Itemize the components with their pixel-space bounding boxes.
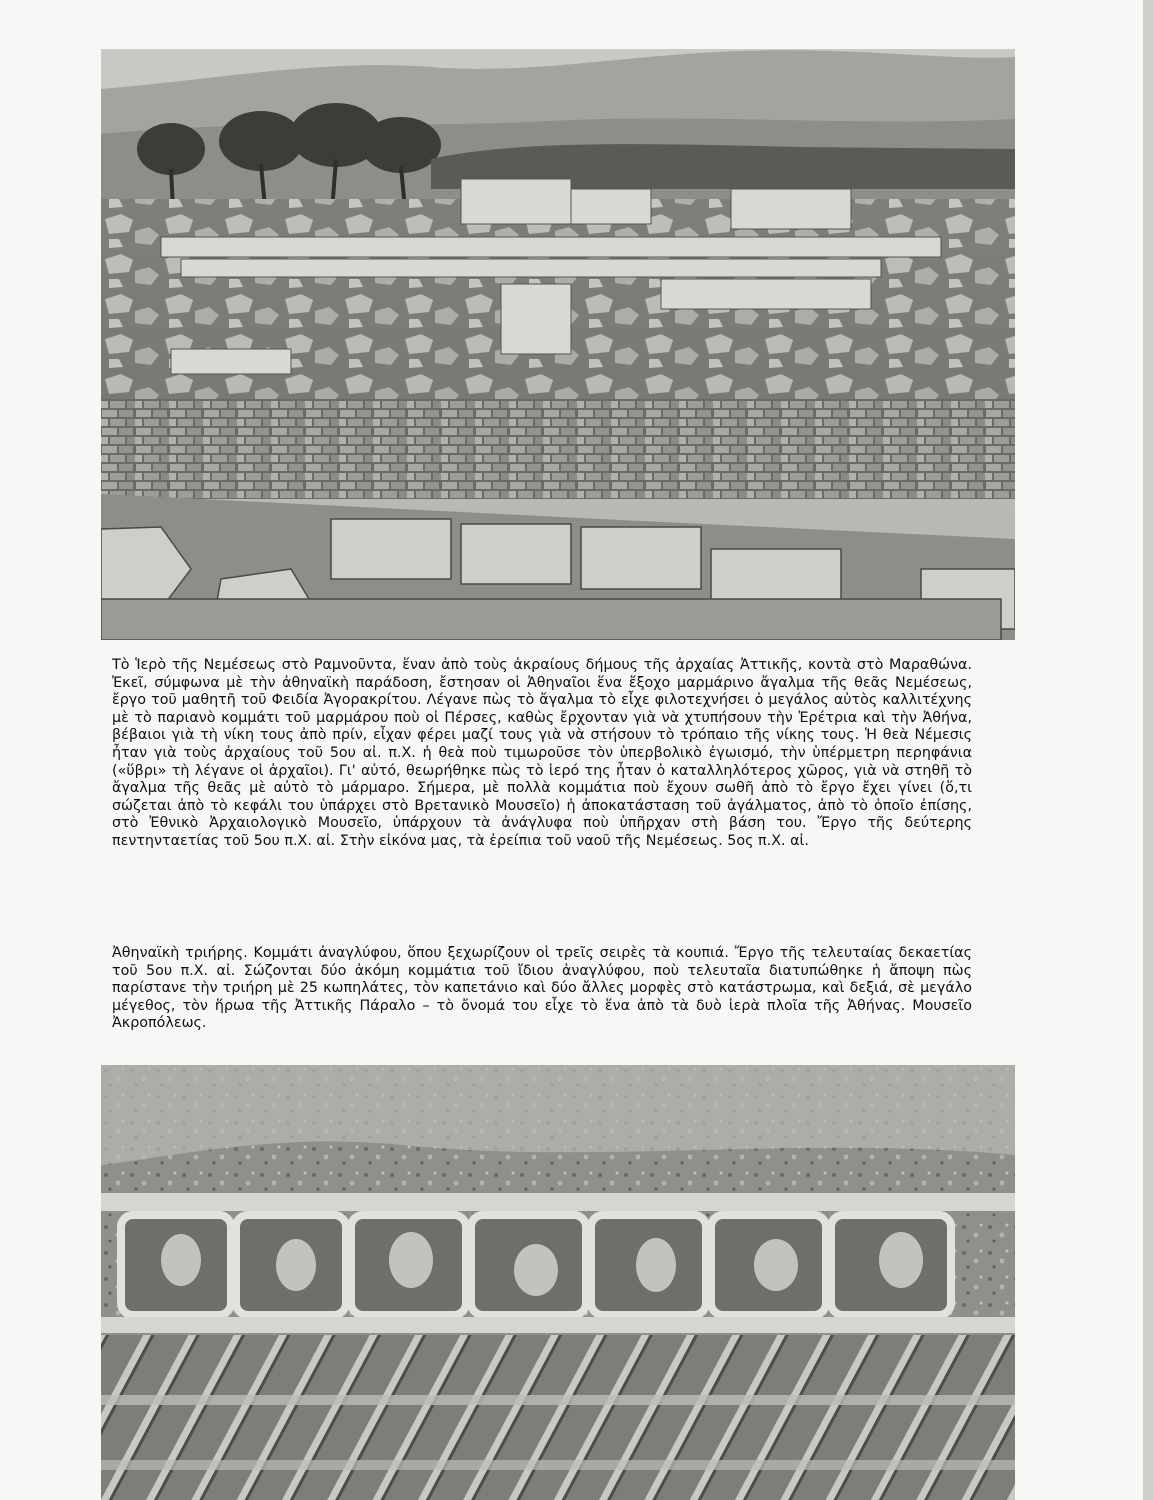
nemesis-ruins-image bbox=[101, 49, 1015, 640]
nemesis-sanctuary-caption: Τὸ Ἱερὸ τῆς Νεμέσεως στὸ Ραμνοῦντα, ἕναν ἀπὸ τοὺς ἀκραίους δήμους τῆς ἀρχαίας Ἀττικῆς, κοντὰ στὸ Μαραθώνα. Ἐκεῖ, σύμφωνα μὲ τὴν ἀθηναϊκὴ παράδοση, ἔστησαν οἱ Ἀθηναῖοι ἕνα ἔξοχο μαρμάρινο ἄγαλμα τῆς θεᾶς Νεμέσεως, ἔργο τοῦ μαθητῆ τοῦ Φειδία Ἀγορακρίτου. Λέγανε πὼς τὸ ἄγαλμα τὸ εἶχε φιλοτεχνήσει ὁ μεγάλος αὐτὸς καλλιτέχνης μὲ τὸ παριανὸ κομμάτι τοῦ μαρμάρου ποὺ οἱ Πέρσες, καθὼς ἔρχονταν γιὰ νὰ χτυπήσουν τὴν Ἐρέτρια καὶ τὴν Ἀθήνα, βέβαιοι γιὰ τὴ νίκη τους ἀπὸ πρίν, εἶχαν φέρει μαζί τους γιὰ νὰ στήσουν τὸ τρόπαιο τῆς νίκης τους. Ἡ θεὰ Νέμεσις ἦταν γιὰ τοὺς ἀρχαίους τοῦ 5ου αἰ. π.Χ. ἡ θεὰ ποὺ τιμωροῦσε τὸν ὑπερβολικὸ ἐγωισμό, τὴν ὑπέρμετρη περηφάνια («ὕβρι» τὴ λέγανε οἱ ἀρχαῖοι). Γι' αὐτό, θεωρήθηκε πὼς τὸ ἱερό της ἦταν ὁ καταλληλότερος χῶρος, γιὰ νὰ στηθῆ τὸ ἄγαλμα τῆς θεᾶς μὲ αὐτὸ τὸ μάρμαρο. Σήμερα, μὲ πολλὰ κομμάτια ποὺ ἔχουν σωθῆ ἀπὸ τὸ ἔργο ἔχει γίνει (ὅ,τι σώζεται ἀπὸ τὸ κεφάλι του ὑπάρχει στὸ Βρετανικὸ Μουσεῖο) ἡ ἀποκατάσταση τοῦ ἀγάλματος, ἀπὸ τὸ ὁποῖο ἐπίσης, στὸ Ἐθνικὸ Ἀρχαιολογικὸ Μουσεῖο, ὑπάρχουν τὰ ἀνάγλυφα ποὺ ὑπῆρχαν στὴ βάση του. Ἔργο τῆς δεύτερης πεντηνταετίας τοῦ 5ου π.Χ. αἰ. Στὴν εἰκόνα μας, τὰ ἐρείπια τοῦ ναοῦ τῆς Νεμέσεως. 5ος π.Χ. αἰ. bbox=[112, 657, 972, 849]
page-edge bbox=[1143, 0, 1153, 1500]
nemesis-ruins-photo bbox=[101, 49, 1015, 640]
athenian-trireme-caption: Ἀθηναϊκὴ τριήρης. Κομμάτι ἀναγλύφου, ὅπου ξεχωρίζουν οἱ τρεῖς σειρὲς τὰ κουπιά. Ἔργο τῆς τελευταίας δεκαετίας τοῦ 5ου π.Χ. αἰ. Σώζονται δύο ἀκόμη κομμάτια τοῦ ἴδιου ἀναγλύφου, ποὺ τελευταῖα διατυπώθηκε ἡ ἄποψη πὼς παρίστανε τὴν τριήρη μὲ 25 κωπηλάτες, τὸν καπετάνιο καὶ δύο ἄλλες μορφὲς στὸ κατάστρωμα, καὶ δεξιά, σὲ μεγάλο μέγεθος, τὸν ἥρωα τῆς Ἀττικῆς Πάραλο – τὸ ὄνομά του εἶχε τὸ ἕνα ἀπὸ τὰ δυὸ ἱερὰ πλοῖα τῆς Ἀθήνας. Μουσεῖο Ἀκροπόλεως. bbox=[112, 945, 972, 1032]
trireme-relief-photo bbox=[101, 1065, 1015, 1500]
trireme-relief-image bbox=[101, 1065, 1015, 1500]
